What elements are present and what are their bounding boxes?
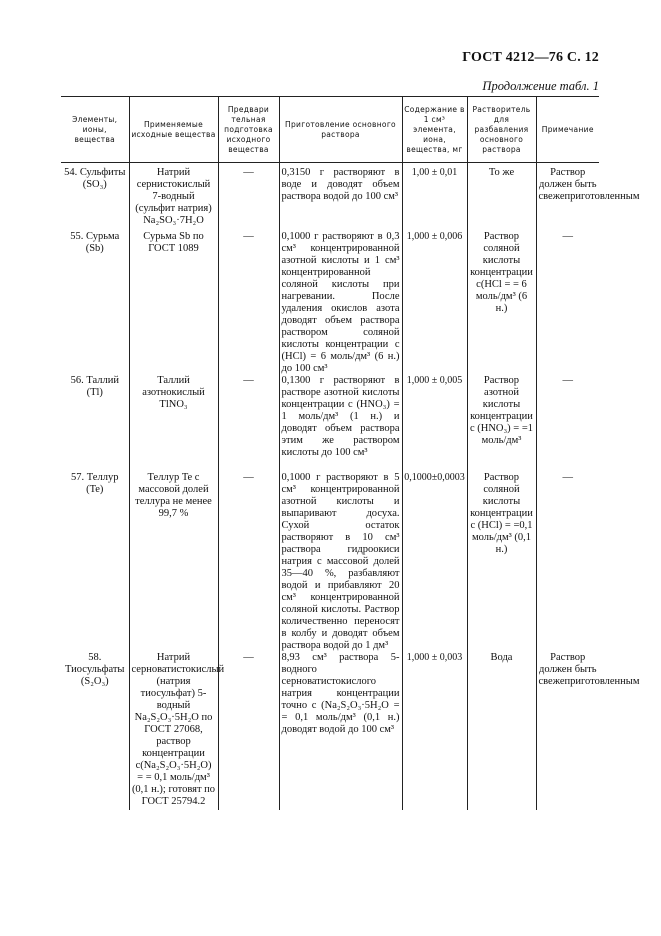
col-header-note: Примечание xyxy=(536,97,599,163)
row-preparation: 0,1000 г растворяют в 0,3 см³ концентрированной азотной кислоты и 1 см³ концентрированной соляной кислоты при нагревании. После удаления окислов азота доводят объем раствора раствором соляной кислоты концентрации с (HCl) = 6 моль/дм³ (6 н.) до 100 см³ xyxy=(279,231,402,375)
row-solvent: Раствор азотной кислоты концентрации с (HNO₃) = =1 моль/дм³ xyxy=(467,375,536,472)
row-preparation: 0,1000 г растворяют в 5 см³ концентрированной азотной кислоты и выпаривают досуха. Сухой остаток растворяют в 10 см³ раствора гидроокиси натрия с массовой долей 35—40 %, разбавляют водой и прибавляют 20 см³ концентрированной соляной кислоты. Раствор количественно переносят в колбу и доводят объем раствора водой до 1 дм³ xyxy=(279,472,402,652)
reagent-table xyxy=(61,96,640,810)
row-source: Натрий сернистокислый 7-водный (сульфит натрия) Na₂SO₃·7H₂O xyxy=(129,163,218,231)
document-header: ГОСТ 4212—76 С. 12 xyxy=(462,50,599,65)
row-source: Таллий азотнокислый TlNO₃ xyxy=(129,375,218,472)
row-note: — xyxy=(536,231,599,375)
table-row xyxy=(61,231,599,375)
row-pretreatment: — xyxy=(218,163,279,231)
row-solvent: Вода xyxy=(467,652,536,810)
row-element: 56. Таллий (Tl) xyxy=(61,375,129,472)
row-content: 1,00 ± 0,01 xyxy=(402,163,467,231)
row-element: 57. Теллур (Te) xyxy=(61,472,129,652)
row-pretreatment: — xyxy=(218,652,279,810)
row-preparation: 0,1300 г растворяют в растворе азотной кислоты концентрации с (HNO₃) = 1 моль/дм³ (1 н.) и доводят объем раствора этим же раствором кислоты до 100 см³ xyxy=(279,375,402,472)
table-continuation-label: Продолжение табл. 1 xyxy=(482,79,599,93)
row-content: 0,1000±0,0003 xyxy=(402,472,467,652)
table-row xyxy=(61,375,599,472)
row-note: — xyxy=(536,472,599,652)
row-pretreatment: — xyxy=(218,375,279,472)
row-element: 58. Тиосульфаты (S₂O₃) xyxy=(61,652,129,810)
row-element: 55. Сурьма (Sb) xyxy=(61,231,129,375)
col-header-content: Содержание в 1 см³ элемента, иона, вещества, мг xyxy=(402,97,467,163)
row-element: 54. Сульфиты (SO₃) xyxy=(61,163,129,231)
table-row xyxy=(61,472,599,652)
row-pretreatment: — xyxy=(218,231,279,375)
col-header-preparation: Приготовление основного раствора xyxy=(279,97,402,163)
col-header-source: Применяемые исходные вещества xyxy=(129,97,218,163)
row-preparation: 0,3150 г растворяют в воде и доводят объем раствора водой до 100 см³ xyxy=(279,163,402,231)
row-source: Теллур Te с массовой долей теллура не менее 99,7 % xyxy=(129,472,218,652)
row-note: Раствор должен быть свежеприготовленным xyxy=(536,163,599,231)
row-content: 1,000 ± 0,006 xyxy=(402,231,467,375)
row-content: 1,000 ± 0,005 xyxy=(402,375,467,472)
row-solvent: Раствор соляной кислоты концентрации с(HCl = = 6 моль/дм³ (6 н.) xyxy=(467,231,536,375)
row-source: Сурьма Sb по ГОСТ 1089 xyxy=(129,231,218,375)
table-row xyxy=(61,163,599,231)
table-header-row xyxy=(61,97,599,163)
row-note: — xyxy=(536,375,599,472)
col-header-pretreatment: Предвари тельная подготовка исходного вещества xyxy=(218,97,279,163)
row-preparation: 8,93 см³ раствора 5-водного серноватистокислого натрия концентрации точно с (Na₂S₂O₃·5H₂O = = 0,1 моль/дм³ (0,1 н.) доводят водой до 100 см³ xyxy=(279,652,402,810)
row-solvent: То же xyxy=(467,163,536,231)
col-header-element: Элементы, ионы, вещества xyxy=(61,97,129,163)
table-row xyxy=(61,652,599,810)
row-content: 1,000 ± 0,003 xyxy=(402,652,467,810)
row-pretreatment: — xyxy=(218,472,279,652)
row-note: Раствор должен быть свежеприготовленным xyxy=(536,652,599,810)
col-header-solvent: Растворитель для разбавления основного раствора xyxy=(467,97,536,163)
row-source: Натрий серноватистокислый (натрия тиосульфат) 5-водный Na₂S₂O₃·5H₂O по ГОСТ 27068, раствор концентрации с(Na₂S₂O₃·5H₂O) = = 0,1 моль/дм³ (0,1 н.); готовят по ГОСТ 25794.2 xyxy=(129,652,218,810)
row-solvent: Раствор соляной кислоты концентрации с (HCl) = =0,1 моль/дм³ (0,1 н.) xyxy=(467,472,536,652)
